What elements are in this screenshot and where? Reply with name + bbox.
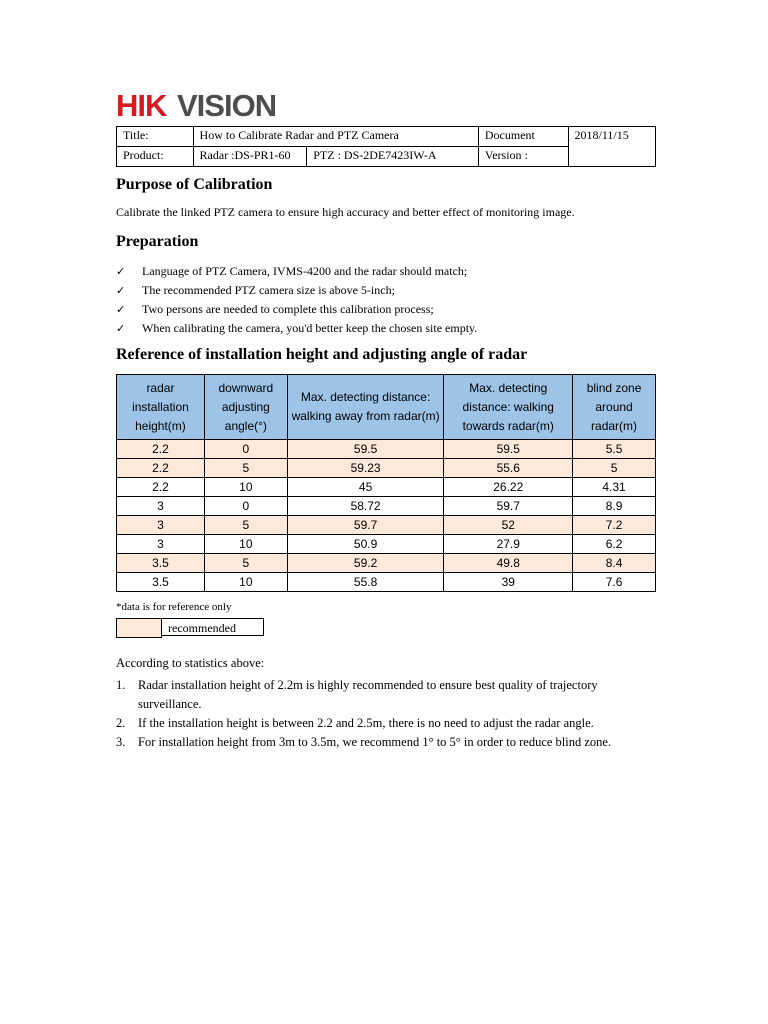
title-value: How to Calibrate Radar and PTZ Camera — [193, 127, 478, 147]
reference-note: *data is for reference only — [116, 601, 232, 613]
table-cell: 10 — [204, 535, 287, 554]
reference-table — [116, 374, 656, 592]
radar-model: Radar :DS-PR1-60 — [193, 147, 307, 167]
table-row — [117, 516, 656, 535]
table-cell: 55.8 — [287, 573, 444, 592]
column-header-angle: downward adjusting angle(°) — [204, 375, 287, 440]
table-cell: 2.2 — [117, 440, 205, 459]
table-row — [117, 573, 656, 592]
document-label: Document — [478, 127, 568, 147]
table-cell: 7.2 — [573, 516, 656, 535]
preparation-heading: Preparation — [116, 233, 199, 250]
table-row — [117, 535, 656, 554]
table-cell: 3 — [117, 516, 205, 535]
table-cell: 26.22 — [444, 478, 573, 497]
list-item — [116, 714, 656, 733]
document-date: 2018/11/15 — [568, 127, 655, 167]
list-number: 3. — [116, 735, 126, 749]
list-item — [116, 676, 656, 714]
column-header-height: radar installation height(m) — [117, 375, 205, 440]
title-label: Title: — [117, 127, 194, 147]
table-cell: 2.2 — [117, 459, 205, 478]
table-cell: 39 — [444, 573, 573, 592]
list-number: 2. — [116, 716, 126, 730]
table-cell: 3.5 — [117, 573, 205, 592]
table-row — [117, 440, 656, 459]
list-item-text: Language of PTZ Camera, IVMS-4200 and the radar should match; — [142, 264, 468, 278]
table-cell: 3 — [117, 497, 205, 516]
product-label: Product: — [117, 147, 194, 167]
table-row — [117, 478, 656, 497]
list-item-text: The recommended PTZ camera size is above 5-inch; — [142, 283, 395, 297]
table-cell: 5 — [204, 459, 287, 478]
list-item-text: For installation height from 3m to 3.5m, we recommend 1° to 5° in order to reduce blind zone. — [138, 735, 612, 749]
table-row — [117, 497, 656, 516]
checkmark-icon: ✓ — [116, 303, 126, 316]
table-cell: 5 — [204, 554, 287, 573]
table-row — [117, 554, 656, 573]
table-cell: 3 — [117, 535, 205, 554]
table-cell: 0 — [204, 497, 287, 516]
table-cell: 4.31 — [573, 478, 656, 497]
table-cell: 45 — [287, 478, 444, 497]
list-item-text: If the installation height is between 2.2 and 2.5m, there is no need to adjust the radar angle. — [138, 716, 594, 730]
list-number: 1. — [116, 678, 126, 692]
column-header-distance-towards: Max. detecting distance: walking towards radar(m) — [444, 375, 573, 440]
table-cell: 10 — [204, 478, 287, 497]
logo-vision-text: VISION — [177, 88, 277, 123]
table-cell: 7.6 — [573, 573, 656, 592]
list-item-text: Two persons are needed to complete this calibration process; — [142, 302, 434, 316]
table-cell: 59.7 — [444, 497, 573, 516]
table-cell: 8.4 — [573, 554, 656, 573]
checkmark-icon: ✓ — [116, 284, 126, 297]
table-cell: 59.2 — [287, 554, 444, 573]
conclusions-intro: According to statistics above: — [116, 656, 265, 670]
list-item — [116, 262, 477, 281]
table-header-row — [117, 375, 656, 440]
table-cell: 2.2 — [117, 478, 205, 497]
checkmark-icon: ✓ — [116, 322, 126, 335]
table-cell: 50.9 — [287, 535, 444, 554]
checkmark-icon: ✓ — [116, 265, 126, 278]
table-cell: 27.9 — [444, 535, 573, 554]
logo-hik-text: HIK — [116, 88, 167, 123]
table-cell: 10 — [204, 573, 287, 592]
column-header-distance-away: Max. detecting distance: walking away from radar(m) — [287, 375, 444, 440]
table-cell: 5.5 — [573, 440, 656, 459]
table-cell: 8.9 — [573, 497, 656, 516]
table-row — [117, 459, 656, 478]
table-cell: 5 — [573, 459, 656, 478]
legend-label: recommended — [162, 618, 264, 636]
table-cell: 52 — [444, 516, 573, 535]
reference-heading: Reference of installation height and adjusting angle of radar — [116, 346, 528, 363]
column-header-blind-zone: blind zone around radar(m) — [573, 375, 656, 440]
table-cell: 5 — [204, 516, 287, 535]
table-cell: 49.8 — [444, 554, 573, 573]
list-item-text: Radar installation height of 2.2m is highly recommended to ensure best quality of trajectory surveillance. — [138, 678, 598, 711]
table-cell: 58.72 — [287, 497, 444, 516]
list-item — [116, 319, 477, 338]
list-item — [116, 300, 477, 319]
table-cell: 6.2 — [573, 535, 656, 554]
preparation-list — [116, 262, 477, 338]
table-cell: 59.5 — [287, 440, 444, 459]
purpose-heading: Purpose of Calibration — [116, 176, 273, 193]
legend-swatch — [116, 618, 162, 638]
table-cell: 55.6 — [444, 459, 573, 478]
table-cell: 59.23 — [287, 459, 444, 478]
list-item — [116, 733, 656, 752]
list-item — [116, 281, 477, 300]
table-cell: 59.7 — [287, 516, 444, 535]
table-cell: 59.5 — [444, 440, 573, 459]
table-cell: 3.5 — [117, 554, 205, 573]
list-item-text: When calibrating the camera, you'd better keep the chosen site empty. — [142, 321, 478, 335]
table-cell: 0 — [204, 440, 287, 459]
document-info-table — [116, 126, 656, 167]
conclusions-list — [116, 676, 656, 752]
legend — [116, 618, 264, 637]
version-label: Version : — [478, 147, 568, 167]
info-row-title — [117, 127, 656, 147]
purpose-text: Calibrate the linked PTZ camera to ensure high accuracy and better effect of monitoring image. — [116, 205, 575, 219]
hikvision-logo — [116, 86, 296, 124]
ptz-model: PTZ : DS-2DE7423IW-A — [307, 147, 479, 167]
